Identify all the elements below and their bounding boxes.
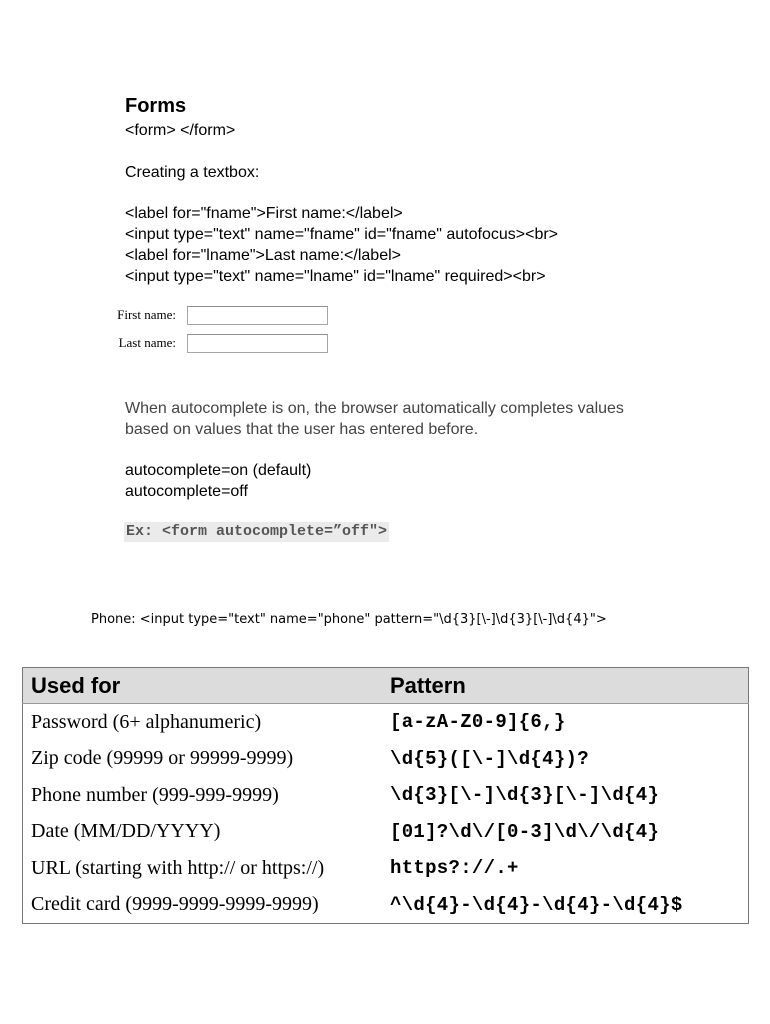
last-name-label: Last name: xyxy=(118,335,176,350)
code-example xyxy=(125,203,558,287)
pattern-table xyxy=(22,667,749,924)
last-name-input[interactable] xyxy=(187,334,328,353)
autocomplete-values xyxy=(125,460,311,502)
column-header-used-for: Used for xyxy=(23,668,383,704)
phone-input-example: Phone: <input type="text" name="phone" pattern="\d{3}[\-]\d{3}[\-]\d{4}"> xyxy=(91,612,607,627)
autocomplete-example: Ex: <form autocomplete=”off"> xyxy=(126,523,388,540)
autocomplete-off-text: autocomplete=off xyxy=(125,483,248,500)
table-row xyxy=(23,704,749,741)
table-row xyxy=(23,777,749,814)
used-for-cell: Zip code (99999 or 99999-9999) xyxy=(31,747,294,770)
autocomplete-on-text: autocomplete=on (default) xyxy=(125,462,312,479)
autocomplete-description xyxy=(125,398,624,440)
used-for-cell: Date (MM/DD/YYYY) xyxy=(31,820,221,843)
table-row xyxy=(23,814,749,851)
code-line: <input type="text" name="lname" id="lname" required><br> xyxy=(125,268,546,285)
code-line: <input type="text" name="fname" id="fname" autofocus><br> xyxy=(125,226,559,243)
description-line: When autocomplete is on, the browser automatically completes values xyxy=(125,400,624,417)
used-for-cell: Credit card (9999-9999-9999-9999) xyxy=(31,893,319,916)
used-for-cell: URL (starting with http:// or https://) xyxy=(31,856,325,879)
pattern-cell: \d{5}([\-]\d{4})? xyxy=(390,747,589,770)
pattern-cell: ^\d{4}-\d{4}-\d{4}-\d{4}$ xyxy=(390,893,683,916)
first-name-input[interactable] xyxy=(187,306,328,325)
table-row xyxy=(23,887,749,924)
pattern-cell: https?://.+ xyxy=(390,857,519,880)
code-line: <label for="fname">First name:</label> xyxy=(125,205,403,222)
pattern-cell: [01]?\d\/[0-3]\d\/\d{4} xyxy=(390,820,660,843)
used-for-cell: Password (6+ alphanumeric) xyxy=(31,710,262,733)
page-title: Forms xyxy=(125,95,187,117)
form-tag-text: <form> </form> xyxy=(125,122,236,139)
table-row xyxy=(23,850,749,887)
description-line: based on values that the user has entered before. xyxy=(125,421,479,438)
code-line: <label for="lname">Last name:</label> xyxy=(125,247,401,264)
used-for-cell: Phone number (999-999-9999) xyxy=(31,783,279,806)
column-header-pattern: Pattern xyxy=(382,668,749,704)
pattern-cell: \d{3}[\-]\d{3}[\-]\d{4} xyxy=(390,784,660,807)
pattern-cell: [a-zA-Z0-9]{6,} xyxy=(390,711,566,734)
textbox-heading: Creating a textbox: xyxy=(125,164,260,181)
table-header-row xyxy=(23,668,749,704)
first-name-label: First name: xyxy=(117,307,176,322)
table-row xyxy=(23,741,749,778)
